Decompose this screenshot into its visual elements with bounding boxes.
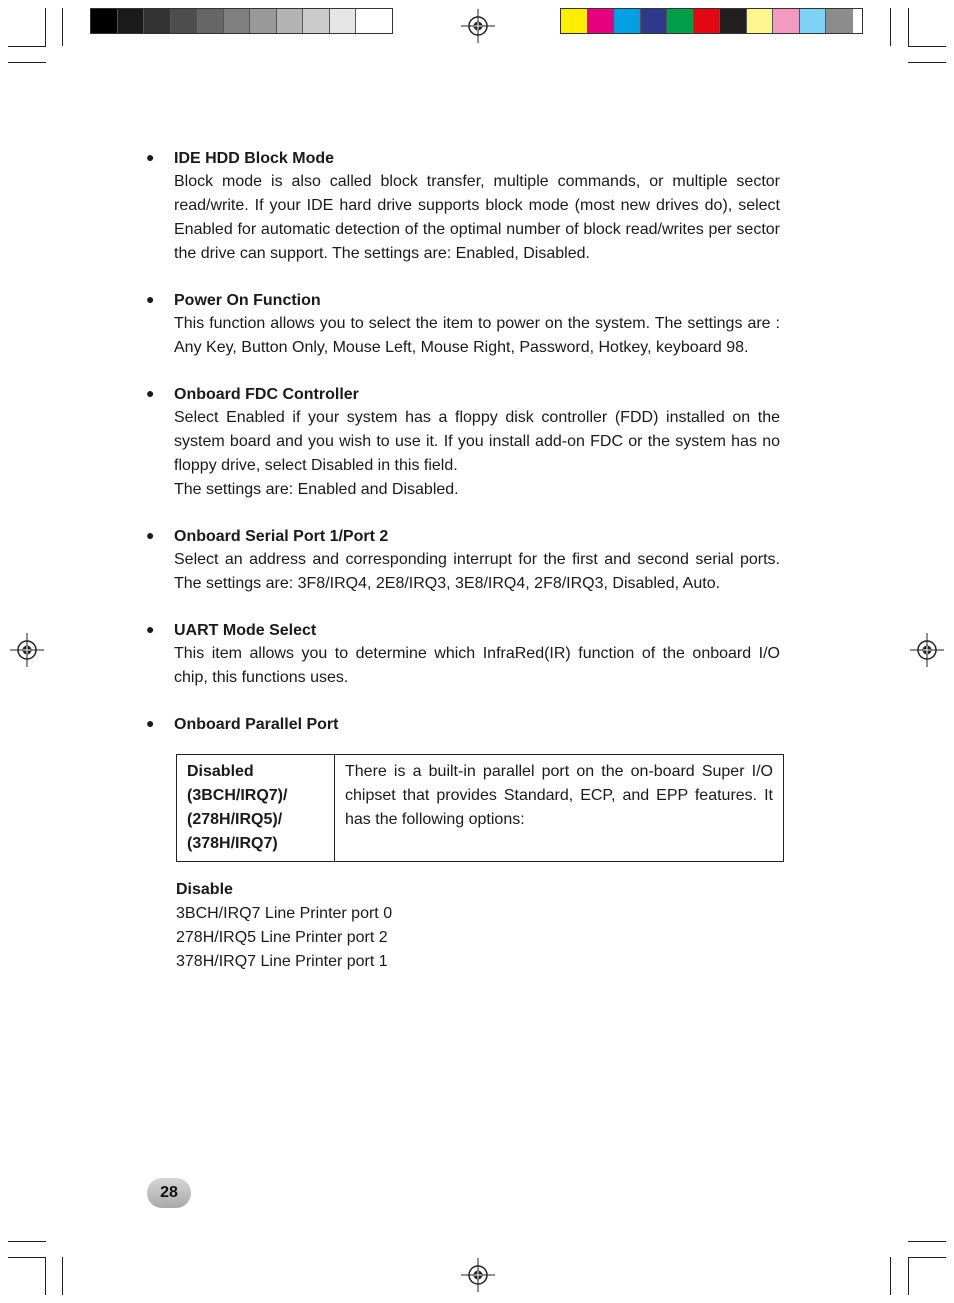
paragraph: The settings are: Enabled and Disabled. <box>174 481 459 498</box>
bullet-icon: ● <box>146 149 155 165</box>
gray-swatch-7 <box>250 9 277 33</box>
section-title: Power On Function <box>174 292 321 309</box>
color-swatch-4 <box>641 9 668 33</box>
bullet-icon: ● <box>146 621 155 637</box>
section-uart-mode-select <box>146 620 786 690</box>
option-value: (3BCH/IRQ7)/ <box>187 787 288 804</box>
parallel-port-table <box>176 754 784 862</box>
paragraph: This function allows you to select the item to power on the system. The settings are : Any Key, Button Only, Mouse Left, Mouse Right, Password, Hotkey, keyboard 98. <box>174 315 780 356</box>
options-heading: Disable <box>176 881 233 898</box>
paragraph: Select Enabled if your system has a floppy disk controller (FDD) installed on the system board and you wish to use it. If you install add-on FDC or the system has no floppy drive, select Disabled in this field. <box>174 409 780 474</box>
table-row <box>177 755 784 862</box>
section-ide-hdd-block-mode <box>146 148 786 266</box>
option-values-cell <box>177 755 335 862</box>
option-value: (278H/IRQ5)/ <box>187 811 283 828</box>
color-swatch-10 <box>800 9 827 33</box>
option-line: 3BCH/IRQ7 Line Printer port 0 <box>176 905 393 922</box>
gray-swatch-10 <box>330 9 357 33</box>
option-value: Disabled <box>187 763 254 780</box>
manual-content <box>146 148 786 974</box>
section-title: IDE HDD Block Mode <box>174 150 335 167</box>
color-swatch-11 <box>826 9 853 33</box>
section-title: Onboard Serial Port 1/Port 2 <box>174 528 389 545</box>
color-swatch-2 <box>588 9 615 33</box>
bullet-icon: ● <box>146 291 155 307</box>
section-body <box>174 406 780 502</box>
gray-swatch-1 <box>91 9 118 33</box>
option-description-cell: There is a built-in parallel port on the on-board Super I/O chipset that provides Standard, ECP, and EPP features. It has the following options: <box>335 755 784 862</box>
color-swatch-5 <box>667 9 694 33</box>
color-swatch-3 <box>614 9 641 33</box>
section-body <box>174 548 780 596</box>
options-list <box>176 878 786 974</box>
gray-swatch-5 <box>197 9 224 33</box>
color-swatch-9 <box>773 9 800 33</box>
section-body <box>174 642 780 690</box>
registration-mark-left-icon <box>10 633 44 667</box>
gray-swatch-3 <box>144 9 171 33</box>
bullet-icon: ● <box>146 715 155 731</box>
section-body <box>174 170 780 266</box>
section-title: Onboard Parallel Port <box>174 716 339 733</box>
section-body <box>174 312 780 360</box>
gray-swatch-strip <box>90 8 393 34</box>
bullet-icon: ● <box>146 527 155 543</box>
section-onboard-serial-port <box>146 526 786 596</box>
gray-swatch-8 <box>277 9 304 33</box>
section-onboard-parallel-port <box>146 714 786 974</box>
bullet-icon: ● <box>146 385 155 401</box>
gray-swatch-9 <box>303 9 330 33</box>
color-swatch-8 <box>747 9 774 33</box>
option-value: (378H/IRQ7) <box>187 835 278 852</box>
option-line: 278H/IRQ5 Line Printer port 2 <box>176 929 388 946</box>
page-number-badge: 28 <box>147 1178 191 1208</box>
paragraph: This item allows you to determine which InfraRed(IR) function of the onboard I/O chip, this functions uses. <box>174 645 780 686</box>
paragraph: Select an address and corresponding interrupt for the first and second serial ports. The settings are: 3F8/IRQ4, 2E8/IRQ3, 3E8/IRQ4, 2F8/IRQ3, Disabled, Auto. <box>174 551 780 592</box>
color-swatch-strip <box>560 8 863 34</box>
gray-swatch-4 <box>171 9 198 33</box>
section-onboard-fdc-controller <box>146 384 786 502</box>
section-title: Onboard FDC Controller <box>174 386 359 403</box>
color-swatch-6 <box>694 9 721 33</box>
registration-mark-right-icon <box>910 633 944 667</box>
gray-swatch-2 <box>118 9 145 33</box>
section-title: UART Mode Select <box>174 622 317 639</box>
gray-swatch-11 <box>356 9 383 33</box>
registration-mark-bottom-icon <box>461 1258 495 1292</box>
option-line: 378H/IRQ7 Line Printer port 1 <box>176 953 388 970</box>
registration-mark-top-icon <box>461 9 495 43</box>
section-power-on-function <box>146 290 786 360</box>
gray-swatch-6 <box>224 9 251 33</box>
paragraph: Block mode is also called block transfer, multiple commands, or multiple sector read/write. If your IDE hard drive supports block mode (most new drives do), select Enabled for automatic detection of the optimal number of block read/writes per sector the drive can support. The settings are: Enabled, Disabled. <box>174 173 780 262</box>
color-swatch-1 <box>561 9 588 33</box>
color-swatch-7 <box>720 9 747 33</box>
